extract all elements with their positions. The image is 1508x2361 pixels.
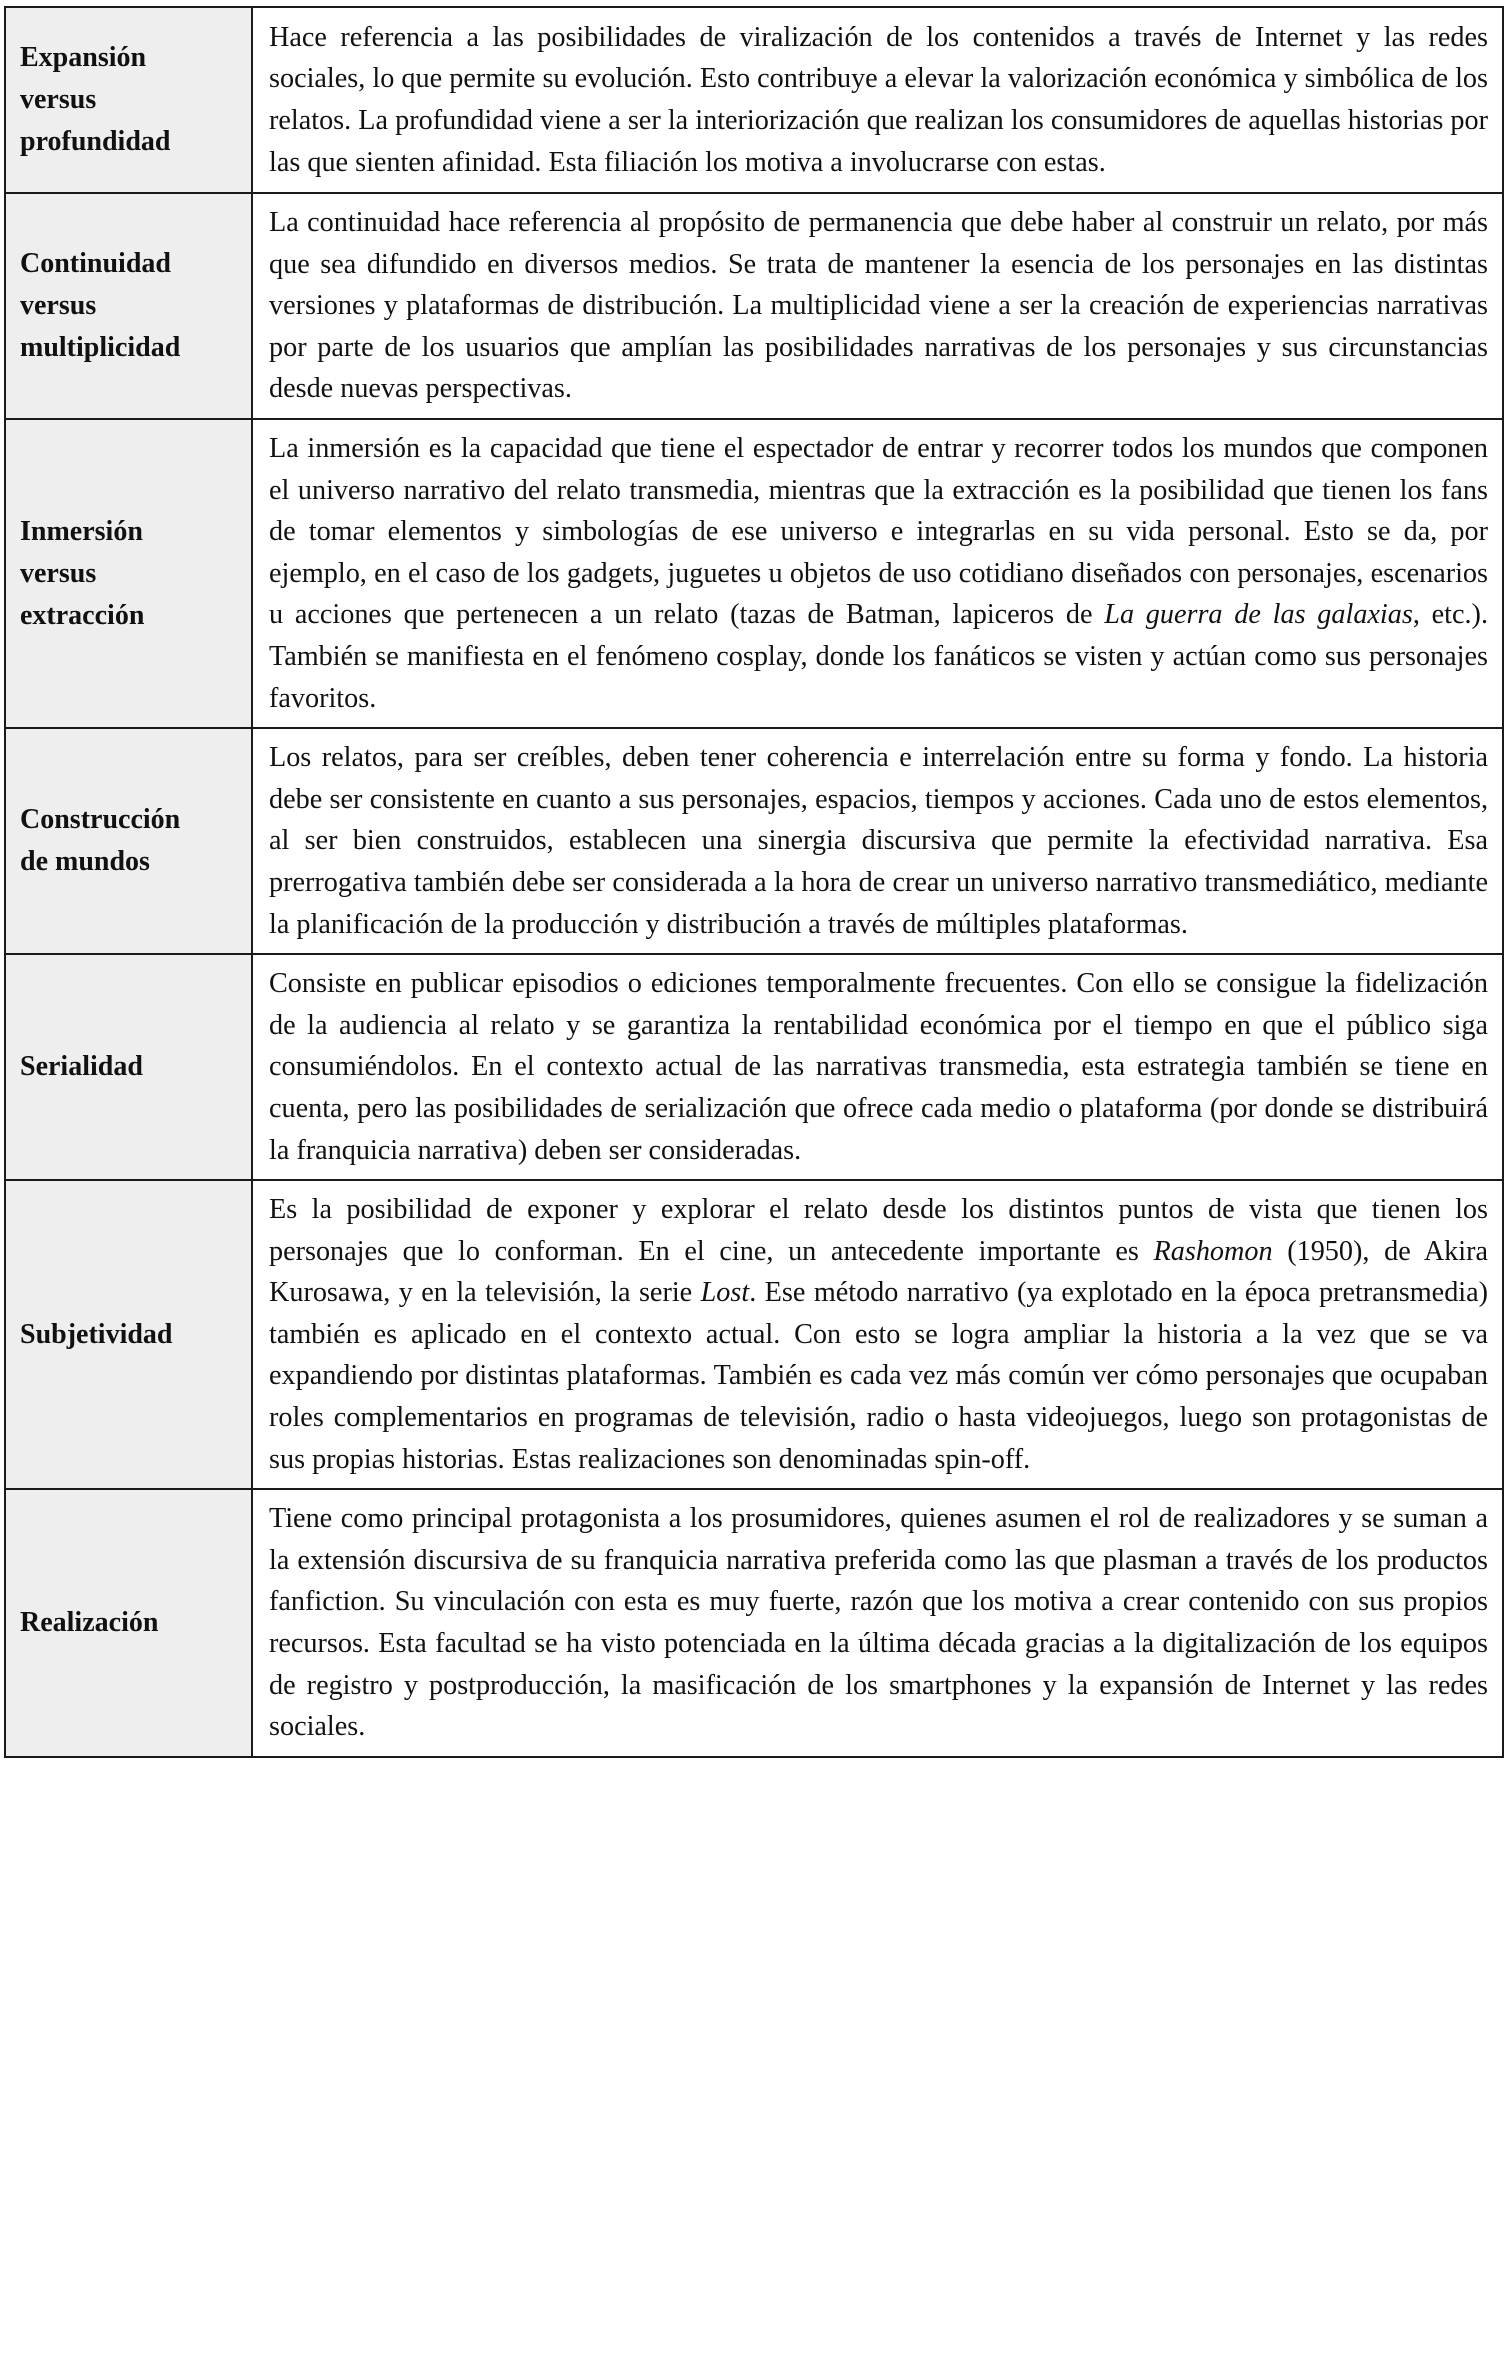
table-row xyxy=(5,1180,1503,1489)
description-text: (1950), de Akira Kurosawa, y en la televisión, la serie xyxy=(269,1235,1488,1309)
term-line: Subjetividad xyxy=(20,1318,173,1350)
term-line: Realización xyxy=(20,1607,159,1639)
term-line: versus xyxy=(20,290,97,321)
term-line: de mundos xyxy=(20,846,150,878)
term-cell xyxy=(5,193,252,419)
term-line: Expansión xyxy=(20,42,147,73)
term-cell xyxy=(5,7,252,193)
description-text: La inmersión es la capacidad que tiene el espectador de entrar y recorrer todos los mundos que componen el universo narrativo del relato transmedia, mientras que la extracción es la posibilidad que tienen los fans de tomar elementos y simbologías de ese universo e integrarlas en su vida personal. Esto se da, por ejemplo, en el caso de los gadgets, juguetes u objetos de uso cotidiano diseñados con personajes, escenarios u acciones que pertenecen a un relato (tazas de Batman, lapiceros de xyxy=(269,433,1488,631)
table-row xyxy=(5,728,1503,954)
description-cell xyxy=(252,419,1503,728)
term-line: versus xyxy=(20,84,97,115)
description-cell xyxy=(252,1489,1503,1757)
description-text: . Ese método narrativo (ya explotado en la época pretransmedia) también es aplicado en el contexto actual. Con esto se logra ampliar la historia a la vez que se va expandiendo por distintas plataformas. También es cada vez más común ver cómo personajes que ocupaban roles complementarios en programas de televisión, radio o hasta videojuegos, luego son protagonistas de sus propias historias. Estas realizaciones son denominadas spin-off. xyxy=(269,1277,1489,1475)
description-text: Es la posibilidad de exponer y explorar el relato desde los distintos puntos de vista que tienen los personajes que lo conforman. En el cine, un antecedente importante es xyxy=(269,1194,1488,1267)
term-line: Serialidad xyxy=(20,1051,143,1083)
description-cell xyxy=(252,1180,1503,1489)
description-cell xyxy=(252,728,1503,954)
italic-title: La guerra de las galaxias xyxy=(1104,599,1413,631)
description-cell xyxy=(252,7,1503,193)
italic-title: Rashomon xyxy=(1153,1235,1273,1267)
table-row xyxy=(5,7,1503,193)
italic-title: Lost xyxy=(700,1277,750,1309)
term-cell xyxy=(5,954,252,1180)
table-row xyxy=(5,1489,1503,1757)
term-cell xyxy=(5,1180,252,1489)
description-cell xyxy=(252,193,1503,419)
description-text: La continuidad hace referencia al propósito de permanencia que debe haber al construir un relato, por más que sea difundido en diversos medios. Se trata de mantener la esencia de los personajes en las distintas versiones y plataformas de distribución. La multiplicidad viene a ser la creación de experiencias narrativas por parte de los usuarios que amplían las posibilidades narrativas de los personajes y sus circunstancias desde nuevas perspectivas. xyxy=(269,207,1488,405)
description-text: , etc.). También se manifiesta en el fenómeno cosplay, donde los fanáticos se visten y actúan como sus personajes favoritos. xyxy=(269,599,1488,714)
term-cell xyxy=(5,419,252,728)
term-cell xyxy=(5,1489,252,1757)
term-line: multiplicidad xyxy=(20,332,181,363)
term-line: versus xyxy=(20,557,97,589)
description-text: Tiene como principal protagonista a los prosumidores, quienes asumen el rol de realizadores y se suman a la extensión discursiva de su franquicia narrativa preferida como las que plasman a través de los productos fanfiction. Su vinculación con esta es muy fuerte, razón que los motiva a crear contenido con sus propios recursos. Esta facultad se ha visto potenciada en la última década gracias a la digitalización de los equipos de registro y postproducción, la masificación de los smartphones y la expansión de Internet y las redes sociales. xyxy=(269,1503,1488,1743)
description-text: Hace referencia a las posibilidades de viralización de los contenidos a través de Internet y las redes sociales, lo que permite su evolución. Esto contribuye a elevar la valorización económica y simbólica de los relatos. La profundidad viene a ser la interiorización que realizan los consumidores de aquellas historias por las que sienten afinidad. Esta filiación los motiva a involucrarse con estas. xyxy=(269,21,1488,178)
term-line: extracción xyxy=(20,599,145,631)
description-text: Los relatos, para ser creíbles, deben tener coherencia e interrelación entre su forma y fondo. La historia debe ser consistente en cuanto a sus personajes, espacios, tiempos y acciones. Cada uno de estos elementos, al ser bien construidos, establecen una sinergia discursiva que permite la efectividad narrativa. Esa prerrogativa también debe ser considerada a la hora de crear un universo narrativo transmediático, mediante la planificación de la producción y distribución a través de múltiples plataformas. xyxy=(269,742,1488,940)
table-row xyxy=(5,954,1503,1180)
term-line: Continuidad xyxy=(20,248,171,279)
description-text: Consiste en publicar episodios o ediciones temporalmente frecuentes. Con ello se consigue la fidelización de la audiencia al relato y se garantiza la rentabilidad económica por el tiempo en que el público siga consumiéndolos. En el contexto actual de las narrativas transmedia, esta estrategia también se tiene en cuenta, pero las posibilidades de serialización que ofrece cada medio o plataforma (por donde se distribuirá la franquicia narrativa) deben ser consideradas. xyxy=(269,968,1488,1166)
table-row xyxy=(5,419,1503,728)
term-cell xyxy=(5,728,252,954)
table-row xyxy=(5,193,1503,419)
concepts-table xyxy=(4,6,1504,1758)
description-cell xyxy=(252,954,1503,1180)
term-line: Construcción xyxy=(20,804,181,836)
term-line: profundidad xyxy=(20,126,171,157)
term-line: Inmersión xyxy=(20,515,143,547)
